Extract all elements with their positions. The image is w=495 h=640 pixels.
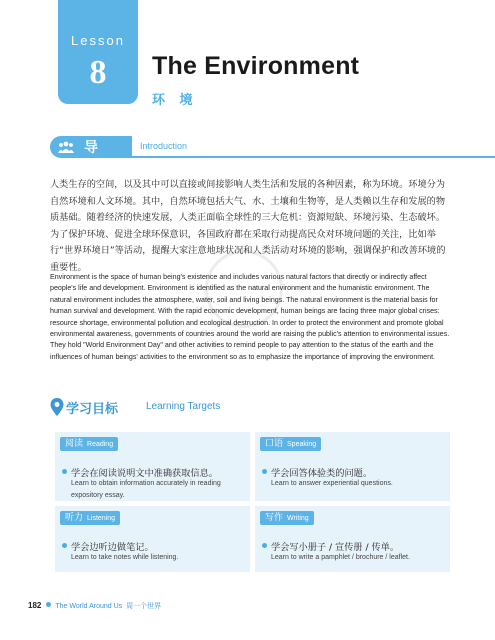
target-text-cn: 学会回答体验类的问题。 — [271, 468, 373, 479]
bullet-icon — [262, 543, 267, 548]
lesson-label: Lesson — [71, 33, 125, 48]
page-number: 182 — [28, 601, 42, 610]
page-title-chinese: 环 境 — [152, 93, 198, 108]
skill-label-en: Speaking — [287, 441, 317, 448]
target-text-en: Learn to write a pamphlet / brochure / leaflet. — [271, 554, 410, 561]
skill-label-cn: 口语 — [265, 439, 284, 449]
book-title-en: The World Around Us — [55, 603, 123, 610]
skill-tag-writing — [260, 511, 314, 525]
page-title: The Environment — [152, 52, 360, 80]
skill-label-cn: 听力 — [65, 513, 84, 523]
introduction-label-cn: 导 入 — [84, 140, 104, 176]
learning-targets-label-en: Learning Targets — [146, 401, 221, 412]
target-text-en: Learn to obtain information accurately in reading expository essay. — [71, 480, 221, 499]
lesson-number: 8 — [89, 54, 107, 91]
learning-targets-label-cn: 学习目标 — [66, 402, 119, 417]
target-text-cn: 学会边听边做笔记。 — [71, 542, 154, 553]
skill-label-en: Writing — [287, 515, 309, 522]
lesson-tab — [58, 0, 138, 104]
location-pin-icon — [50, 398, 64, 416]
target-text-en: Learn to take notes while listening. — [71, 554, 179, 561]
book-title-cn: 周一个世界 — [126, 603, 162, 610]
bullet-icon — [62, 469, 67, 474]
skill-label-en: Listening — [87, 515, 116, 522]
target-text-cn: 学会在阅读说明文中准确获取信息。 — [71, 468, 218, 479]
target-cell-writing — [255, 506, 450, 572]
people-group-icon — [58, 141, 74, 153]
bullet-icon — [262, 469, 267, 474]
target-cell-speaking — [255, 432, 450, 501]
learning-targets-grid — [55, 432, 450, 572]
target-text-cn: 学会写小册子 / 宣传册 / 传单。 — [271, 542, 400, 553]
skill-label-en: Reading — [87, 441, 114, 448]
skill-tag-reading — [60, 437, 118, 451]
target-cell-listening — [55, 506, 250, 572]
page-footer — [28, 601, 161, 611]
target-cell-reading — [55, 432, 250, 501]
skill-tag-listening — [60, 511, 120, 525]
skill-tag-speaking — [260, 437, 321, 451]
target-text-en: Learn to answer experiential questions. — [271, 480, 393, 487]
skill-label-cn: 阅读 — [65, 439, 84, 449]
introduction-paragraph-en: Environment is the space of human being's existence and includes various natural factors that directly or indirectly affect people's life and development. Environment is identified as the natural environment and the humanistic environment. The natural environment includes the atmosphere, water, soil and living beings. The natural environment is the material basis for human survival and development. With the rapid economic development, human beings are facing three major global crises: resource shortage, environmental pollution and ecological destruction. In order to protect the environment and promote global environmental awareness, governments of countries around the world are raising the public's attention to environmental issues. They hold "World Environment Day" and other activities to remind people to pay attention to the status of the earth and the influences of human beings' activities to the environment so as to emphasize the importance of improving the environment. — [50, 273, 450, 361]
introduction-paragraph-cn: 人类生存的空间，以及其中可以直接或间接影响人类生活和发展的各种因素，称为环境。环境分为自然环境和人文环境。其中，自然环境包括大气、水、土壤和生物等，是人类赖以生存和发展的物质基础。随着经济的快速发展，人类正面临全球性的三大危机：资源短缺、环境污染、生态破坏。为了保护环境、促进全球环保意识，各国政府都在采取行动提高民众对环境问题的关注，比如举行“世界环境日”等活动，提醒大家注意地球状况和人类活动对环境的影响，强调保护和改善环境的重要性。 — [50, 179, 446, 273]
dot-icon — [46, 602, 51, 607]
introduction-header — [50, 136, 495, 176]
introduction-label-box — [50, 136, 132, 176]
divider — [132, 156, 495, 158]
introduction-label-en: Introduction — [140, 141, 188, 151]
bullet-icon — [62, 543, 67, 548]
skill-label-cn: 写作 — [265, 513, 284, 523]
